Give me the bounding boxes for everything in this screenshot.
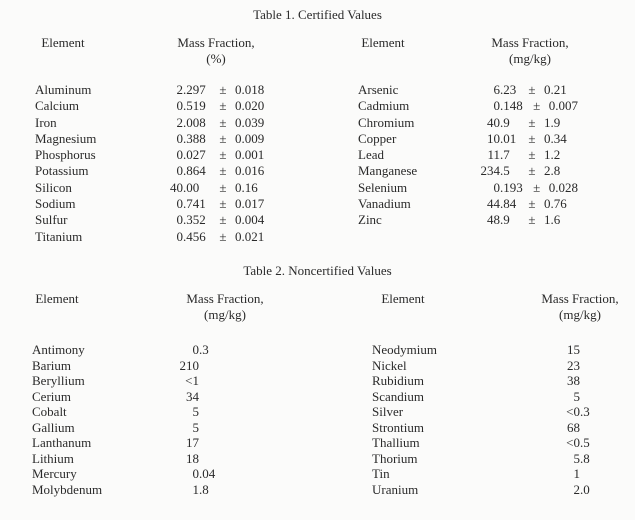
table-row (372, 358, 590, 374)
plus-minus-sign: ± (533, 179, 541, 195)
value-integer: 17 (186, 435, 199, 450)
table-row (372, 435, 590, 451)
uncertainty-value: 0.016 (235, 163, 265, 179)
value-integer: 18 (186, 450, 199, 466)
element-name: Cerium (32, 388, 71, 404)
table-row (372, 420, 590, 436)
value-integer: 234 (480, 163, 500, 179)
table1-title: Table 1. Certified Values (253, 7, 382, 22)
element-name: Calcium (35, 98, 80, 114)
plus-minus-sign: ± (219, 98, 227, 114)
value-integer: 1 (192, 481, 199, 497)
value-fraction: .04 (199, 466, 216, 481)
element-name: Tin (372, 466, 390, 481)
value-integer: 0 (176, 228, 183, 244)
table-row (358, 98, 578, 114)
value-fraction: .456 (183, 228, 206, 244)
value-fraction: .3 (199, 342, 209, 357)
table-row (358, 147, 578, 163)
element-name: Lanthanum (32, 435, 92, 450)
element-name: Uranium (372, 481, 419, 497)
element-name: Selenium (358, 179, 408, 195)
value-integer: 40 (487, 114, 500, 130)
table-row (372, 466, 590, 482)
value-integer: 10 (487, 130, 500, 146)
table-row (32, 358, 215, 374)
uncertainty-value: 0.001 (235, 147, 265, 163)
value-fraction: .193 (500, 179, 523, 195)
mass-fraction-header-unit: (mg/kg) (204, 307, 246, 322)
uncertainty-value: 1.2 (544, 147, 561, 163)
table-row (32, 466, 215, 482)
value-integer: <1 (185, 373, 199, 388)
uncertainty-value: 0.039 (235, 114, 265, 130)
uncertainty-value: 0.21 (544, 82, 567, 97)
table1-left-mass-fraction-header (154, 35, 278, 67)
value-integer: 2 (176, 114, 183, 130)
plus-minus-sign: ± (219, 163, 227, 179)
element-name: Phosphorus (35, 147, 96, 163)
element-name: Molybdenum (32, 481, 103, 497)
table-row (35, 229, 264, 245)
value-integer: 0 (176, 212, 183, 228)
plus-minus-sign: ± (533, 98, 541, 114)
table-row (35, 163, 264, 179)
value-integer: 6 (493, 82, 500, 97)
mass-fraction-header-line1: Mass Fraction, (186, 291, 264, 306)
plus-minus-sign: ± (528, 114, 536, 130)
mass-fraction-header-line1: Mass Fraction, (177, 35, 255, 50)
plus-minus-sign: ± (528, 163, 536, 179)
element-name: Lithium (32, 450, 74, 466)
value-integer: 5 (192, 404, 199, 419)
element-name: Thorium (372, 450, 418, 466)
table-row (372, 389, 590, 405)
value-fraction: .00 (183, 179, 200, 195)
value-fraction: .741 (183, 196, 206, 212)
plus-minus-sign: ± (528, 212, 536, 228)
table-row (32, 435, 215, 451)
table-row (372, 404, 590, 420)
value-integer: 2 (176, 82, 183, 97)
table-row (32, 482, 215, 498)
value-integer: 0 (493, 179, 500, 195)
value-integer: 5 (573, 388, 580, 404)
mass-fraction-header-line1: Mass Fraction, (541, 291, 619, 306)
value-integer: 2 (573, 481, 580, 497)
element-name: Cobalt (32, 404, 67, 419)
table-row (358, 82, 578, 98)
uncertainty-value: 0.017 (235, 196, 265, 212)
uncertainty-value: 1.6 (544, 212, 561, 228)
element-name: Manganese (358, 163, 418, 179)
value-integer: <0 (566, 435, 580, 450)
plus-minus-sign: ± (528, 130, 536, 146)
table1-right-mass-fraction-header (468, 35, 592, 67)
plus-minus-sign: ± (219, 82, 227, 97)
table-row (32, 451, 215, 467)
value-integer: 0 (176, 163, 183, 179)
table2-right-element-header: Element (381, 291, 425, 306)
element-name: Cadmium (358, 98, 410, 114)
plus-minus-sign: ± (528, 147, 536, 163)
value-fraction: .7 (500, 147, 510, 163)
value-fraction: .5 (580, 435, 590, 450)
table-row (35, 98, 264, 114)
value-integer: 5 (573, 450, 580, 466)
table2-right-mass-fraction-header (518, 291, 635, 323)
value-integer: 34 (186, 388, 199, 404)
value-integer: 15 (567, 342, 580, 357)
table-row (35, 82, 264, 98)
value-integer: 5 (192, 419, 199, 435)
element-name: Titanium (35, 228, 83, 244)
value-integer: 0 (493, 98, 500, 114)
mass-fraction-header-line1: Mass Fraction, (491, 35, 569, 50)
table-row (35, 212, 264, 228)
element-name: Mercury (32, 466, 77, 481)
value-integer: 0 (192, 466, 199, 481)
table-row (35, 131, 264, 147)
element-name: Magnesium (35, 130, 97, 146)
value-integer: 11 (487, 147, 500, 163)
table-row (32, 404, 215, 420)
element-name: Arsenic (358, 82, 399, 97)
value-integer: 0 (176, 98, 183, 114)
element-name: Iron (35, 114, 57, 130)
table-row (372, 373, 590, 389)
mass-fraction-header-unit: (%) (206, 51, 226, 66)
element-name: Lead (358, 147, 384, 163)
value-fraction: .23 (500, 82, 517, 97)
table-row (358, 131, 578, 147)
plus-minus-sign: ± (528, 82, 536, 97)
element-name: Copper (358, 130, 397, 146)
element-name: Vanadium (358, 196, 411, 212)
mass-fraction-header-unit: (mg/kg) (559, 307, 601, 322)
plus-minus-sign: ± (219, 130, 227, 146)
table2-right-rows (372, 342, 590, 497)
element-name: Rubidium (372, 373, 425, 388)
value-fraction: .01 (500, 130, 517, 146)
table-row (32, 420, 215, 436)
element-name: Potassium (35, 163, 89, 179)
table-row (372, 342, 590, 358)
value-fraction: .8 (199, 481, 209, 497)
value-fraction: .027 (183, 147, 206, 163)
table-row (35, 196, 264, 212)
table-row (35, 115, 264, 131)
table1-left-rows (35, 82, 264, 245)
uncertainty-value: 0.018 (235, 82, 265, 97)
value-fraction: .864 (183, 163, 206, 179)
value-integer: 44 (487, 196, 500, 212)
element-name: Thallium (372, 435, 420, 450)
value-integer: 40 (170, 179, 183, 195)
value-integer: 23 (567, 357, 580, 373)
plus-minus-sign: ± (219, 212, 227, 228)
plus-minus-sign: ± (219, 147, 227, 163)
value-fraction: .297 (183, 82, 206, 97)
element-name: Nickel (372, 357, 407, 373)
plus-minus-sign: ± (219, 228, 227, 244)
table-row (35, 180, 264, 196)
value-fraction: .5 (500, 163, 510, 179)
element-name: Barium (32, 357, 71, 373)
value-integer: 210 (179, 357, 199, 373)
uncertainty-value: 0.020 (235, 98, 265, 114)
value-integer: 68 (567, 419, 580, 435)
element-name: Antimony (32, 342, 85, 357)
table-row (372, 482, 590, 498)
mass-fraction-header-unit: (mg/kg) (509, 51, 551, 66)
element-name: Strontium (372, 419, 425, 435)
element-name: Beryllium (32, 373, 85, 388)
value-fraction: .148 (500, 98, 523, 114)
element-name: Zinc (358, 212, 382, 228)
table2-left-element-header: Element (35, 291, 79, 306)
element-name: Gallium (32, 419, 75, 435)
value-fraction: .84 (500, 196, 517, 212)
value-integer: <0 (566, 404, 580, 419)
value-integer: 0 (176, 196, 183, 212)
value-integer: 38 (567, 373, 580, 388)
element-name: Neodymium (372, 342, 437, 357)
element-name: Aluminum (35, 82, 92, 97)
table1-right-element-header: Element (361, 35, 405, 50)
value-fraction: .008 (183, 114, 206, 130)
value-fraction: .0 (580, 481, 590, 497)
table-row (32, 389, 215, 405)
value-integer: 0 (192, 342, 199, 357)
value-fraction: .9 (500, 114, 510, 130)
plus-minus-sign: ± (219, 114, 227, 130)
table-row (358, 212, 578, 228)
table2-title: Table 2. Noncertified Values (243, 263, 392, 278)
uncertainty-value: 0.007 (548, 98, 578, 114)
table-row (32, 373, 215, 389)
value-fraction: .352 (183, 212, 206, 228)
table2-left-mass-fraction-header (163, 291, 287, 323)
plus-minus-sign: ± (528, 196, 536, 212)
uncertainty-value: 0.021 (235, 228, 265, 244)
uncertainty-value: 0.004 (235, 212, 265, 228)
uncertainty-value: 0.028 (548, 179, 578, 195)
element-name: Scandium (372, 388, 424, 404)
uncertainty-value: 0.009 (235, 130, 265, 146)
value-fraction: .388 (183, 130, 206, 146)
value-fraction: .519 (183, 98, 206, 114)
table-row (358, 196, 578, 212)
element-name: Sulfur (35, 212, 68, 228)
uncertainty-value: 0.34 (544, 130, 567, 146)
element-name: Silver (372, 404, 404, 419)
table-row (358, 163, 578, 179)
element-name: Silicon (35, 179, 72, 195)
value-integer: 0 (176, 147, 183, 163)
table2-left-rows (32, 342, 215, 497)
uncertainty-value: 0.76 (544, 196, 567, 212)
table-row (358, 180, 578, 196)
plus-minus-sign: ± (219, 179, 227, 195)
uncertainty-value: 0.16 (235, 179, 258, 195)
plus-minus-sign: ± (219, 196, 227, 212)
uncertainty-value: 1.9 (544, 114, 561, 130)
value-fraction: .9 (500, 212, 510, 228)
element-name: Sodium (35, 196, 76, 212)
value-integer: 1 (573, 466, 580, 481)
element-name: Chromium (358, 114, 415, 130)
table1-right-rows (358, 82, 578, 229)
table-row (372, 451, 590, 467)
table1-left-element-header: Element (41, 35, 85, 50)
value-fraction: .8 (580, 450, 590, 466)
table-row (358, 115, 578, 131)
value-integer: 0 (176, 130, 183, 146)
uncertainty-value: 2.8 (544, 163, 561, 179)
table-row (32, 342, 215, 358)
table-row (35, 147, 264, 163)
value-integer: 48 (487, 212, 500, 228)
value-fraction: .3 (580, 404, 590, 419)
